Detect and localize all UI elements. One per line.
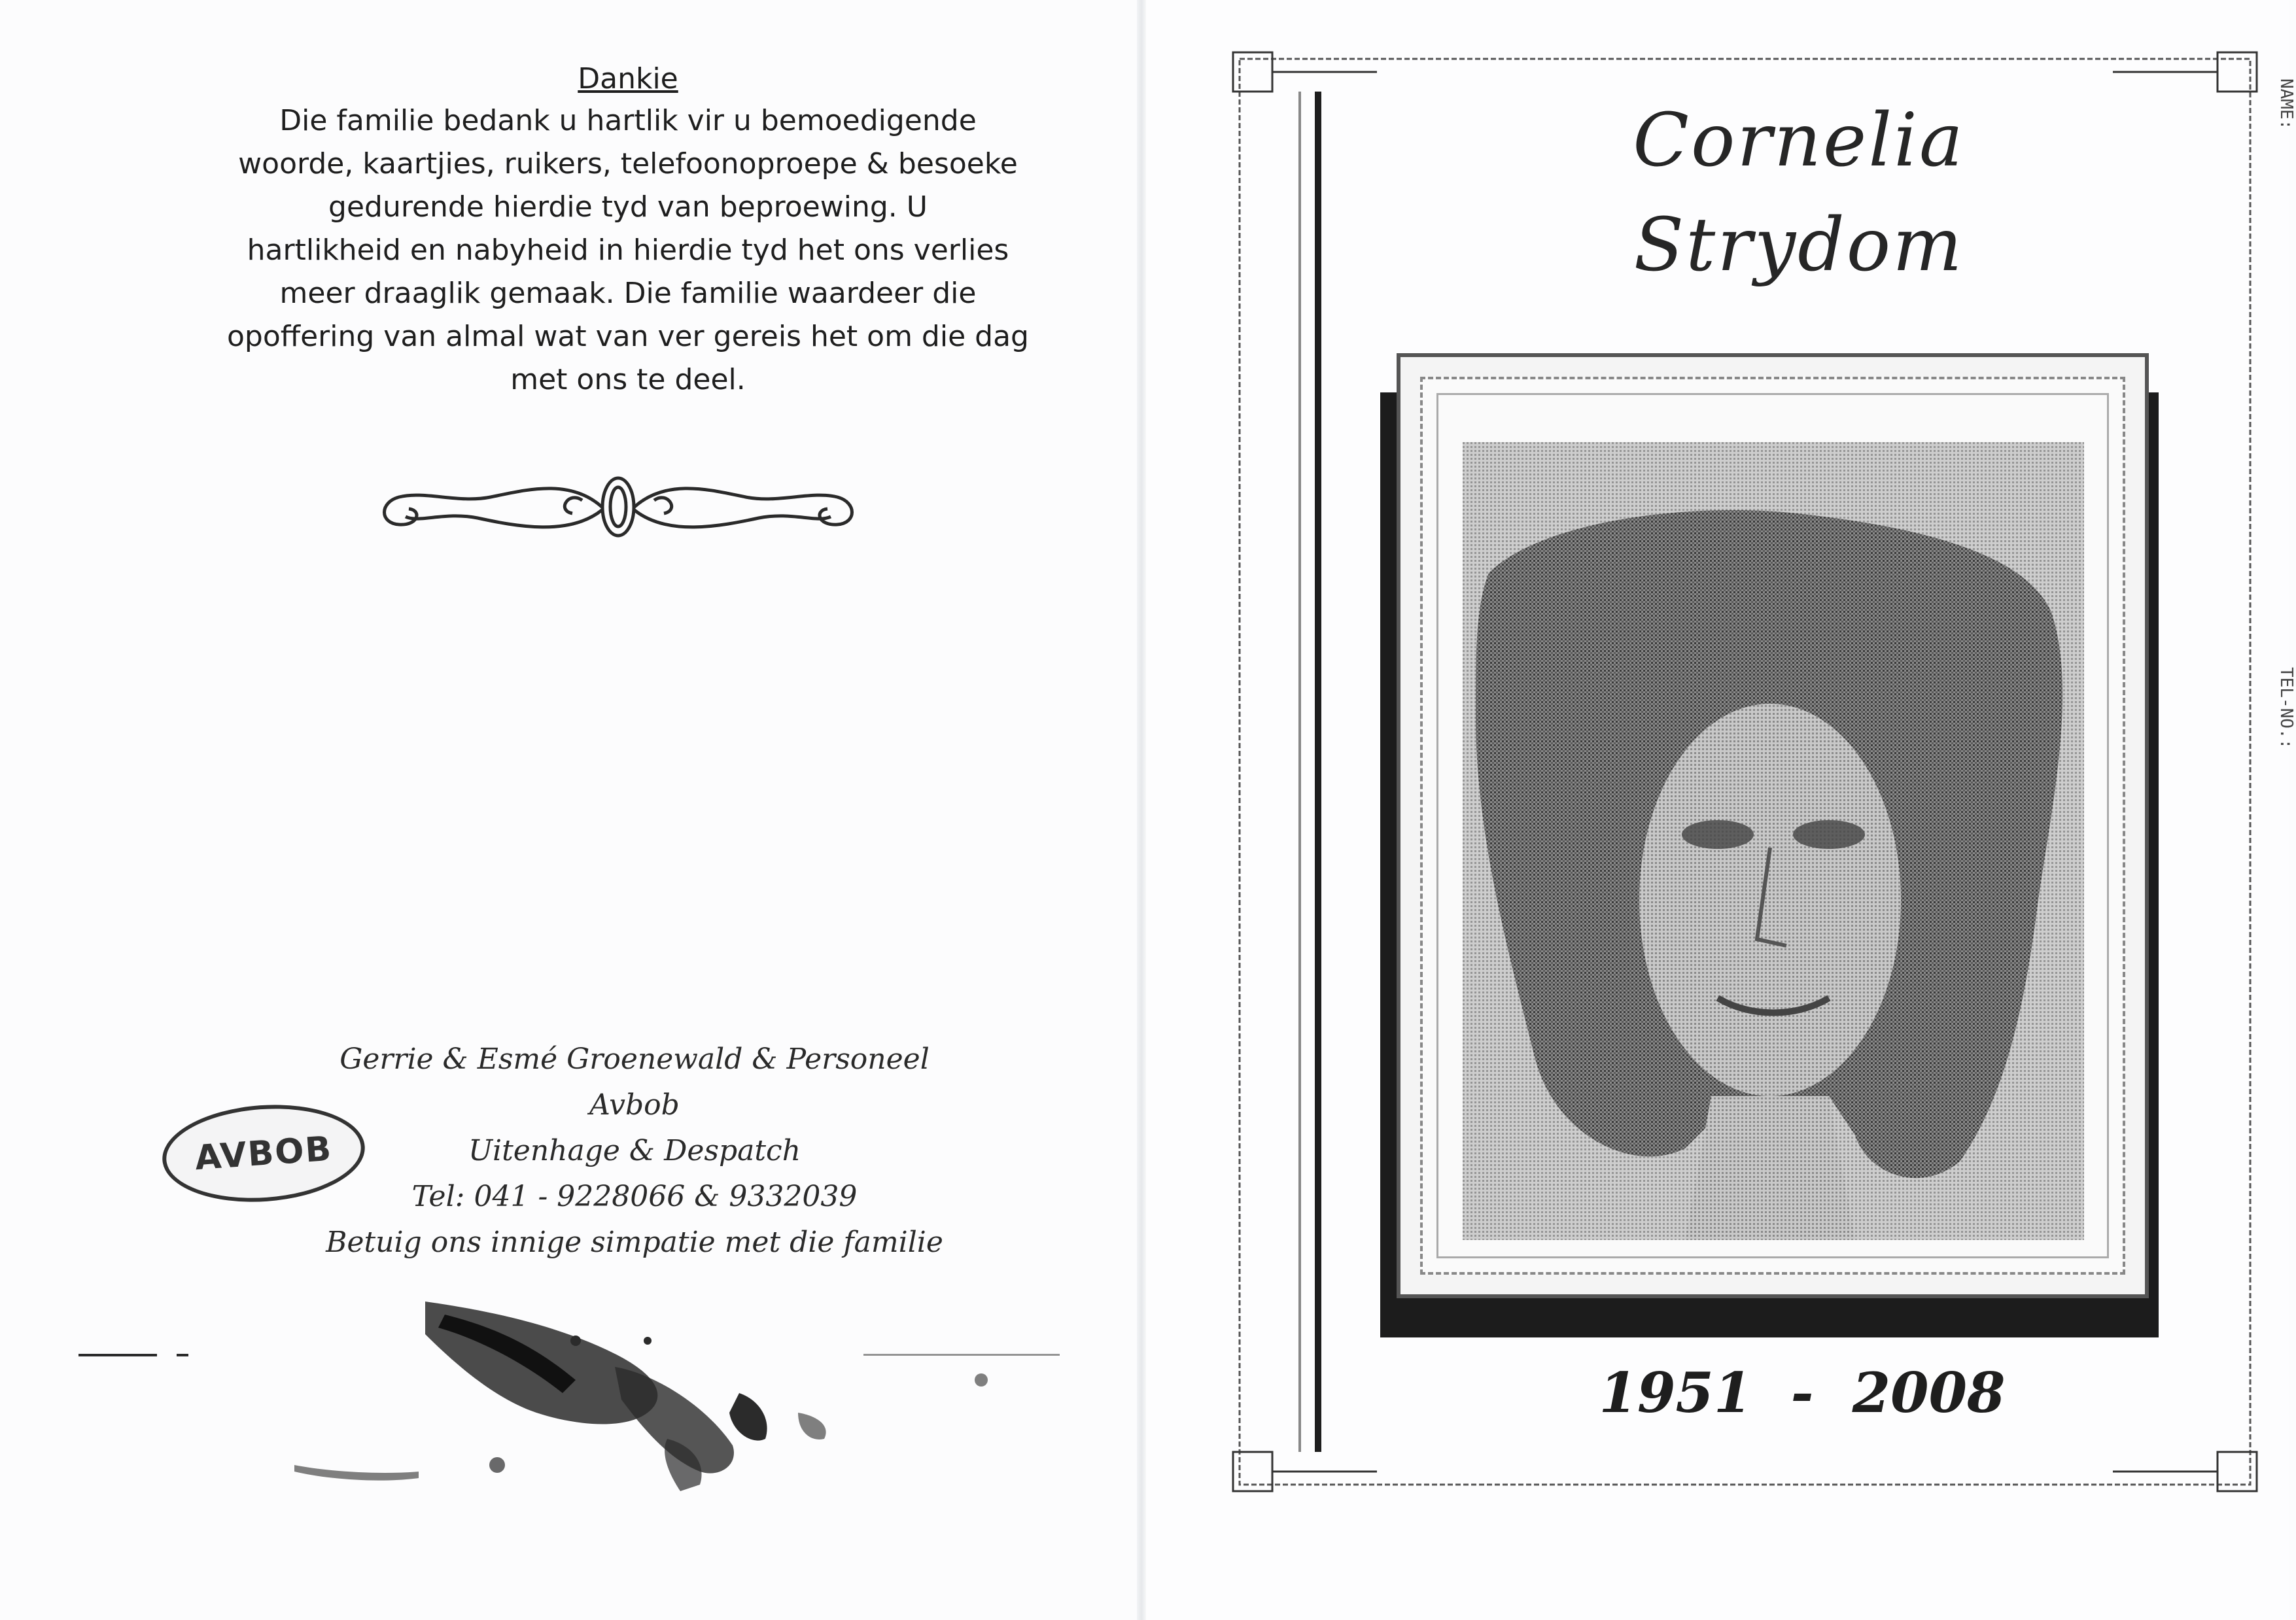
- life-years: 1951 - 2008: [1599, 1360, 2006, 1425]
- thanks-line: gedurende hierdie tyd van beproewing. U: [328, 190, 928, 224]
- sponsor-block: [275, 1037, 994, 1266]
- thanks-line: Die familie bedank u hartlik vir u bemoedigende: [279, 104, 977, 137]
- deceased-last-name: Strydom: [1633, 203, 1964, 288]
- sponsor-line: Gerrie & Esmé Groenewald & Personeel: [339, 1043, 930, 1076]
- thanks-body: [216, 99, 1040, 402]
- deceased-first-name: Cornelia: [1633, 98, 1965, 183]
- sponsor-line: Avbob: [589, 1088, 680, 1122]
- thanks-line: woorde, kaartjies, ruikers, telefoonoproepe & besoeke: [238, 147, 1018, 181]
- page-fold: [1137, 0, 1146, 1620]
- fax-header-tel-label: TEL-NO.:: [2276, 667, 2296, 750]
- flower-illustration: [78, 1275, 1060, 1517]
- sponsor-line: Uitenhage & Despatch: [468, 1134, 801, 1167]
- sponsor-line: Tel: 041 - 9228066 & 9332039: [411, 1180, 858, 1213]
- thanks-line: met ons te deel.: [510, 363, 746, 396]
- avbob-seal-logo: AVBOB: [159, 1098, 368, 1208]
- fax-header-name-label: NAME:: [2276, 78, 2296, 130]
- thanks-line: meer draaglik gemaak. Die familie waardeer die: [279, 277, 977, 310]
- thanks-line: hartlikheid en nabyheid in hierdie tyd het ons verlies: [247, 233, 1009, 267]
- thanks-heading: Dankie: [578, 62, 678, 95]
- scroll-flourish-ornament: [373, 471, 863, 543]
- portrait-photo: [1463, 442, 2084, 1240]
- portrait-frame: [1397, 353, 2149, 1298]
- thanks-line: opoffering van almal wat van ver gereis het om die dag: [227, 320, 1029, 353]
- thanks-section: [216, 62, 1040, 402]
- sponsor-line: Betuig ons innige simpatie met die familie: [326, 1226, 943, 1259]
